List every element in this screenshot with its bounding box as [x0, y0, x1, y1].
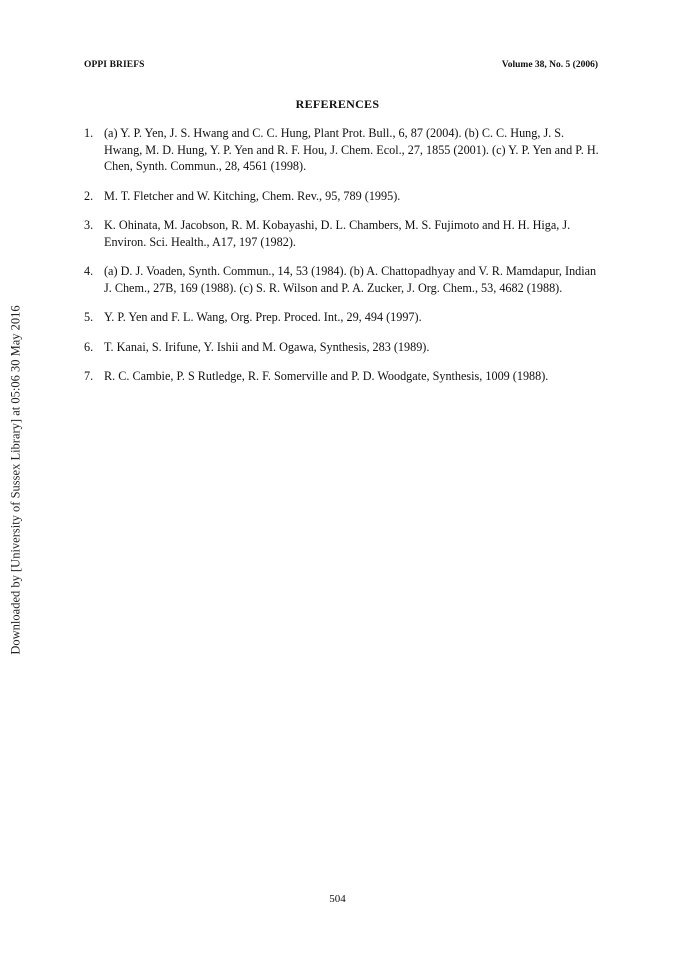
reference-number: 7.: [84, 369, 94, 383]
reference-item: [84, 188, 604, 205]
reference-number: 3.: [84, 218, 94, 232]
reference-text: Y. P. Yen and F. L. Wang, Org. Prep. Proced. Int., 29, 494 (1997).: [104, 310, 422, 324]
reference-list: [84, 125, 604, 398]
reference-text: (a) Y. P. Yen, J. S. Hwang and C. C. Hung, Plant Prot. Bull., 6, 87 (2004). (b) C. C. Hung, J. S. Hwang, M. D. Hung, Y. P. Yen and R. F. Hou, J. Chem. Ecol., 27, 1855 (2001). (c) Y. P. Yen and P. H. Chen, Synth. Commun., 28, 4561 (1998).: [104, 126, 599, 173]
reference-item: [84, 263, 604, 296]
reference-number: 6.: [84, 339, 94, 354]
reference-number: 1.: [84, 126, 94, 140]
reference-text: (a) D. J. Voaden, Synth. Commun., 14, 53 (1984). (b) A. Chattopadhyay and V. R. Mamdapur, Indian J. Chem., 27B, 169 (1988). (c) S. R. Wilson and P. A. Zucker, J. Org. Chem., 53, 4682 (1988).: [104, 264, 597, 295]
reference-item: [84, 309, 604, 326]
reference-text: M. T. Fletcher and W. Kitching, Chem. Rev., 95, 789 (1995).: [104, 188, 401, 203]
reference-item: [84, 217, 604, 250]
reference-text: K. Ohinata, M. Jacobson, R. M. Kobayashi, D. L. Chambers, M. S. Fujimoto and H. H. Higa, J. Environ. Sci. Health., A17, 197 (1982).: [104, 218, 571, 249]
reference-number: 5.: [84, 310, 94, 324]
reference-item: [84, 339, 604, 356]
running-head-volume: Volume 38, No. 5 (2006): [501, 60, 598, 70]
reference-item: [84, 125, 604, 175]
page-number: 504: [329, 893, 346, 905]
references-heading: REFERENCES: [295, 97, 380, 111]
download-watermark-strip: [0, 0, 32, 961]
reference-number: 4.: [84, 264, 94, 278]
running-head-journal: OPPI BRIEFS: [84, 60, 145, 70]
reference-number: 2.: [84, 188, 94, 203]
download-watermark: Downloaded by [University of Sussex Library] at 05:06 30 May 2016: [8, 305, 23, 655]
reference-text: T. Kanai, S. Irifune, Y. Ishii and M. Ogawa, Synthesis, 283 (1989).: [104, 339, 430, 354]
reference-text: R. C. Cambie, P. S Rutledge, R. F. Somerville and P. D. Woodgate, Synthesis, 1009 (1988).: [104, 369, 549, 383]
reference-item: [84, 368, 604, 385]
